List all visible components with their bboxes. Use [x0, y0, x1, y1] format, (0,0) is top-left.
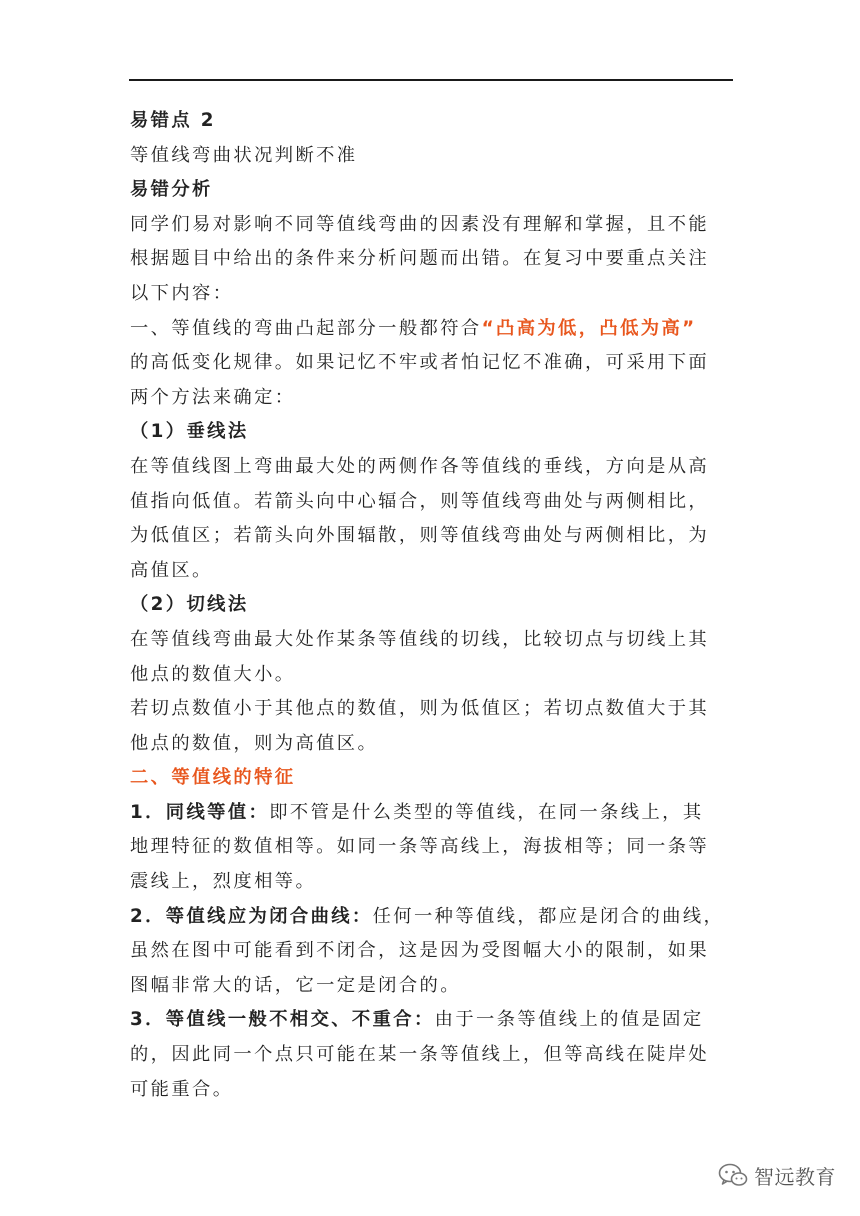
- text-segment: 以下内容：: [130, 282, 234, 304]
- text-segment: 在等值线弯曲最大处作某条等值线的切线，比较切点与切线上其: [130, 628, 710, 650]
- text-line: [130, 450, 734, 485]
- text-segment: 等值线弯曲状况判断不准: [130, 144, 358, 166]
- text-line: [130, 761, 734, 796]
- text-line: [130, 1038, 734, 1073]
- bold-text-segment: （1）垂线法: [130, 421, 249, 443]
- text-line: [130, 277, 734, 312]
- watermark-text: 智远教育: [754, 1164, 836, 1189]
- text-line: [130, 969, 734, 1004]
- text-segment: 他点的数值大小。: [130, 663, 296, 685]
- text-line: [130, 173, 734, 208]
- text-segment: 一、等值线的弯曲凸起部分一般都符合: [130, 317, 482, 339]
- header-rule: [129, 79, 733, 81]
- text-line: [130, 900, 734, 935]
- text-segment: 在等值线图上弯曲最大处的两侧作各等值线的垂线，方向是从高: [130, 455, 710, 477]
- text-line: [130, 381, 734, 416]
- text-segment: 的高低变化规律。如果记忆不牢或者怕记忆不准确，可采用下面: [130, 352, 710, 374]
- text-line: [130, 415, 734, 450]
- text-segment: 若切点数值小于其他点的数值，则为低值区；若切点数值大于其: [130, 698, 710, 720]
- text-segment: 两个方法来确定：: [130, 386, 296, 408]
- text-segment: 值指向低值。若箭头向中心辐合，则等值线弯曲处与两侧相比，: [130, 490, 710, 512]
- text-line: [130, 830, 734, 865]
- text-line: [130, 692, 734, 727]
- text-segment: 可能重合。: [130, 1078, 234, 1100]
- highlight-text-segment: 二、等值线的特征: [130, 767, 296, 789]
- watermark: [718, 1160, 836, 1190]
- text-segment: 地理特征的数值相等。如同一条等高线上，海拔相等；同一条等: [130, 836, 710, 858]
- text-segment: 震线上，烈度相等。: [130, 871, 317, 893]
- text-segment: 图幅非常大的话，它一定是闭合的。: [130, 974, 461, 996]
- text-line: [130, 1003, 734, 1038]
- text-line: [130, 727, 734, 762]
- text-segment: 虽然在图中可能看到不闭合，这是因为受图幅大小的限制，如果: [130, 940, 710, 962]
- text-line: [130, 104, 734, 139]
- text-segment: 任何一种等值线，都应是闭合的曲线，: [372, 905, 725, 927]
- bold-text-segment: 易错点 2: [130, 110, 216, 131]
- text-segment: 的，因此同一个点只可能在某一条等值线上，但等高线在陡岸处: [130, 1044, 710, 1066]
- text-line: [130, 346, 734, 381]
- text-segment: 他点的数值，则为高值区。: [130, 732, 379, 754]
- text-line: [130, 554, 734, 589]
- text-segment: 高值区。: [130, 559, 213, 581]
- text-line: [130, 934, 734, 969]
- text-line: [130, 242, 734, 277]
- text-line: [130, 796, 734, 831]
- text-line: [130, 623, 734, 658]
- text-line: [130, 485, 734, 520]
- highlight-text-segment: “凸高为低，凸低为高”: [481, 317, 697, 339]
- text-line: [130, 139, 734, 174]
- text-line: [130, 519, 734, 554]
- bold-text-segment: 1．同线等值：: [130, 801, 270, 823]
- text-segment: 根据题目中给出的条件来分析问题而出错。在复习中要重点关注: [130, 248, 710, 270]
- bold-text-segment: 易错分析: [130, 179, 213, 201]
- text-line: [130, 208, 734, 243]
- text-line: [130, 1073, 734, 1108]
- document-body: [130, 104, 734, 1107]
- text-segment: 由于一条等值线上的值是固定: [434, 1009, 704, 1031]
- text-line: [130, 865, 734, 900]
- bold-text-segment: 2．等值线应为闭合曲线：: [130, 905, 373, 927]
- text-segment: 同学们易对影响不同等值线弯曲的因素没有理解和掌握，且不能: [130, 213, 710, 235]
- text-line: [130, 588, 734, 623]
- text-line: [130, 658, 734, 693]
- bold-text-segment: 3．等值线一般不相交、不重合：: [130, 1009, 435, 1031]
- text-line: [130, 312, 734, 347]
- text-segment: 为低值区；若箭头向外围辐散，则等值线弯曲处与两侧相比，为: [130, 525, 710, 547]
- bold-text-segment: （2）切线法: [130, 594, 249, 616]
- text-segment: 即不管是什么类型的等值线，在同一条线上，其: [269, 801, 704, 823]
- wechat-icon: [718, 1162, 748, 1188]
